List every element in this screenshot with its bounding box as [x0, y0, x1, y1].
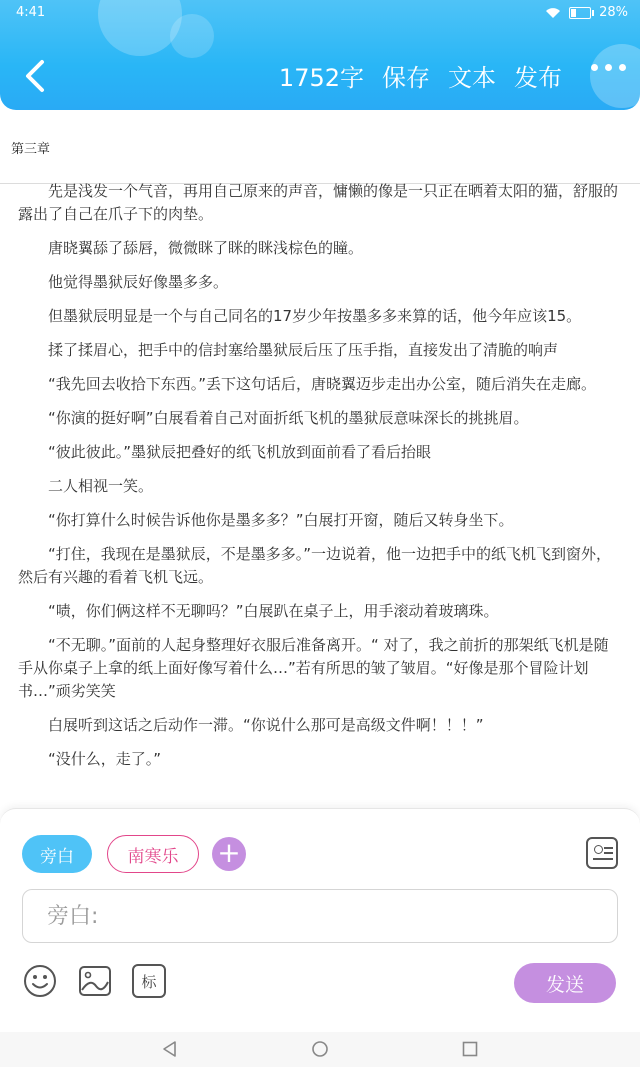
paragraph: 他觉得墨狱辰好像墨多多。 — [48, 273, 229, 291]
paragraph: “没什么，走了。” — [48, 750, 162, 768]
story-content[interactable] — [18, 180, 618, 804]
paragraph: 唐晓翼舔了舔唇，微微眯了眯的眯浅棕色的瞳。 — [48, 239, 364, 257]
publish-button[interactable]: 发布 — [514, 64, 562, 92]
system-nav-bar — [0, 1032, 640, 1067]
header-bar — [0, 0, 640, 110]
nav-back-icon[interactable] — [161, 1040, 179, 1058]
save-button[interactable]: 保存 — [382, 64, 430, 92]
composer-panel — [0, 808, 640, 1033]
nav-home-icon[interactable] — [311, 1040, 329, 1058]
back-arrow-icon[interactable] — [20, 58, 50, 94]
more-dots-icon[interactable] — [591, 64, 626, 71]
message-input-box[interactable] — [22, 889, 618, 943]
paragraph: “你打算什么时候告诉他你是墨多多？”白展打开窗，随后又转身坐下。 — [48, 511, 514, 529]
paragraph: “彼此彼此。”墨狱辰把叠好的纸飞机放到面前看了看后抬眼 — [48, 443, 432, 461]
paragraph: “你演的挺好啊”白展看着自己对面折纸飞机的墨狱辰意味深长的挑挑眉。 — [48, 409, 529, 427]
chapter-title[interactable]: 第三章 — [11, 142, 51, 157]
paragraph: 二人相视一笑。 — [48, 477, 154, 495]
send-button[interactable]: 发送 — [514, 963, 616, 1003]
paragraph: “我先回去收拾下东西。”丢下这句话后，唐晓翼迈步走出办公室，随后消失在走廊。 — [48, 375, 597, 393]
paragraph: “不无聊。”面前的人起身整理好衣服后准备离开。“ 对了，我之前折的那架纸飞机是随手从你桌子上拿的纸上面好像写着什么…”若有所思的皱了皱眉。“好像是那个冒险计划书…”顽劣笑笑 — [18, 636, 609, 700]
wifi-icon — [545, 7, 561, 19]
image-icon[interactable] — [78, 964, 112, 998]
add-icon[interactable]: + — [212, 837, 246, 871]
paragraph: 先是浅发一个气音，再用自己原来的声音，慵懒的像是一只正在晒着太阳的猫，舒服的露出了自己在爪子下的肉垫。 — [18, 182, 618, 223]
tag-button[interactable]: 标 — [132, 964, 166, 998]
word-count: 1752字 — [278, 64, 364, 92]
role-character-chip[interactable]: 南寒乐 — [107, 835, 199, 873]
paragraph: 但墨狱辰明显是一个与自己同名的17岁少年按墨多多来算的话，他今年应该15。 — [48, 307, 582, 325]
message-input[interactable] — [23, 890, 617, 942]
battery-icon — [569, 7, 591, 19]
status-bar — [0, 0, 640, 28]
decor-bubble — [590, 44, 640, 108]
emoji-icon[interactable] — [23, 964, 57, 998]
paragraph: “啧，你们俩这样不无聊吗？”白展趴在桌子上，用手滚动着玻璃珠。 — [48, 602, 499, 620]
paragraph: 白展听到这话之后动作一滞。“你说什么那可是高级文件啊！！！” — [48, 716, 484, 734]
battery-percent: 28% — [599, 5, 628, 20]
status-time: 4:41 — [16, 5, 46, 20]
paragraph: “打住，我现在是墨狱辰，不是墨多多。”一边说着，他一边把手中的纸飞机飞到窗外，然后有兴趣的看着飞机飞远。 — [18, 545, 612, 586]
contact-card-icon[interactable] — [586, 837, 618, 869]
text-button[interactable]: 文本 — [448, 64, 496, 92]
role-narrator-chip[interactable]: 旁白 — [22, 835, 92, 873]
paragraph: 揉了揉眉心，把手中的信封塞给墨狱辰后压了压手指，直接发出了清脆的响声 — [48, 341, 559, 359]
nav-recent-icon[interactable] — [461, 1040, 479, 1058]
